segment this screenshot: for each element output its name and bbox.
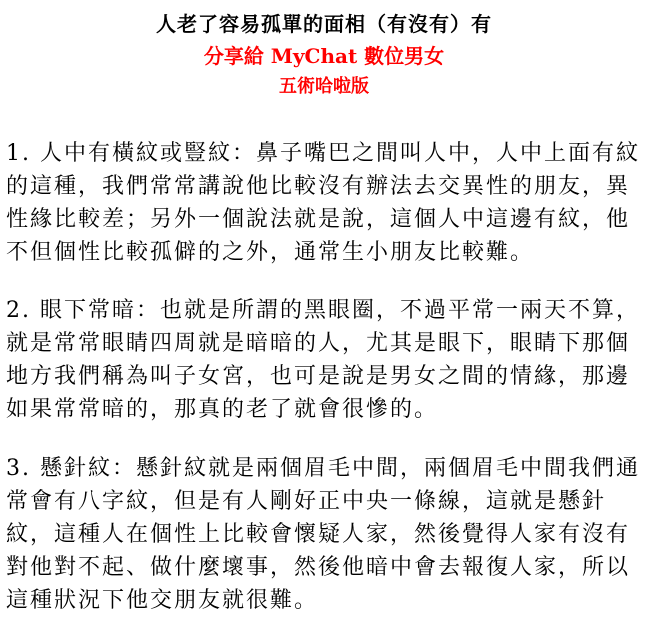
paragraph-line: 地方我們稱為叫子女宮，也可是說是男女之間的情緣，那邊 [6, 364, 631, 389]
paragraph-line: 就是常常眼睛四周就是暗暗的人，尤其是眼下，眼睛下那個 [6, 331, 631, 356]
paragraph-line: 這種狀況下他交朋友就很難。 [6, 588, 319, 613]
paragraph-line: 3. 懸針紋：懸針紋就是兩個眉毛中間，兩個眉毛中間我們通 [6, 456, 640, 481]
paragraph-line: 常會有八字紋，但是有人剛好正中央一條線，這就是懸針 [6, 489, 607, 514]
paragraph-line: 1. 人中有橫紋或豎紋：鼻子嘴巴之間叫人中，人中上面有紋 [6, 141, 640, 166]
paragraph-line: 對他對不起、做什麼壞事，然後他暗中會去報復人家，所以 [6, 555, 631, 580]
paragraph-line: 紋，這種人在個性上比較會懷疑人家，然後覺得人家有沒有 [6, 522, 631, 547]
paragraph-line: 的這種，我們常常講說他比較沒有辦法去交異性的朋友，異 [6, 174, 631, 199]
paragraph-line: 如果常常暗的，那真的老了就會很慘的。 [6, 397, 439, 422]
article-title: 人老了容易孤單的面相（有沒有）有 [156, 12, 492, 36]
article-edition: 五術哈啦版 [279, 76, 369, 97]
paragraph-philtrum-lines [6, 137, 642, 269]
paragraph-line: 性緣比較差；另外一個說法就是說，這個人中這邊有紋，他 [6, 207, 631, 232]
paragraph-dark-eyes [6, 294, 642, 426]
paragraph-hanging-needle [6, 452, 642, 617]
article-subtitle: 分享給 MyChat 數位男女 [203, 44, 445, 68]
paragraph-line: 不但個性比較孤僻的之外，通常生小朋友比較難。 [6, 240, 535, 265]
paragraph-line: 2. 眼下常暗：也就是所謂的黑眼圈，不過平常一兩天不算， [6, 298, 640, 323]
